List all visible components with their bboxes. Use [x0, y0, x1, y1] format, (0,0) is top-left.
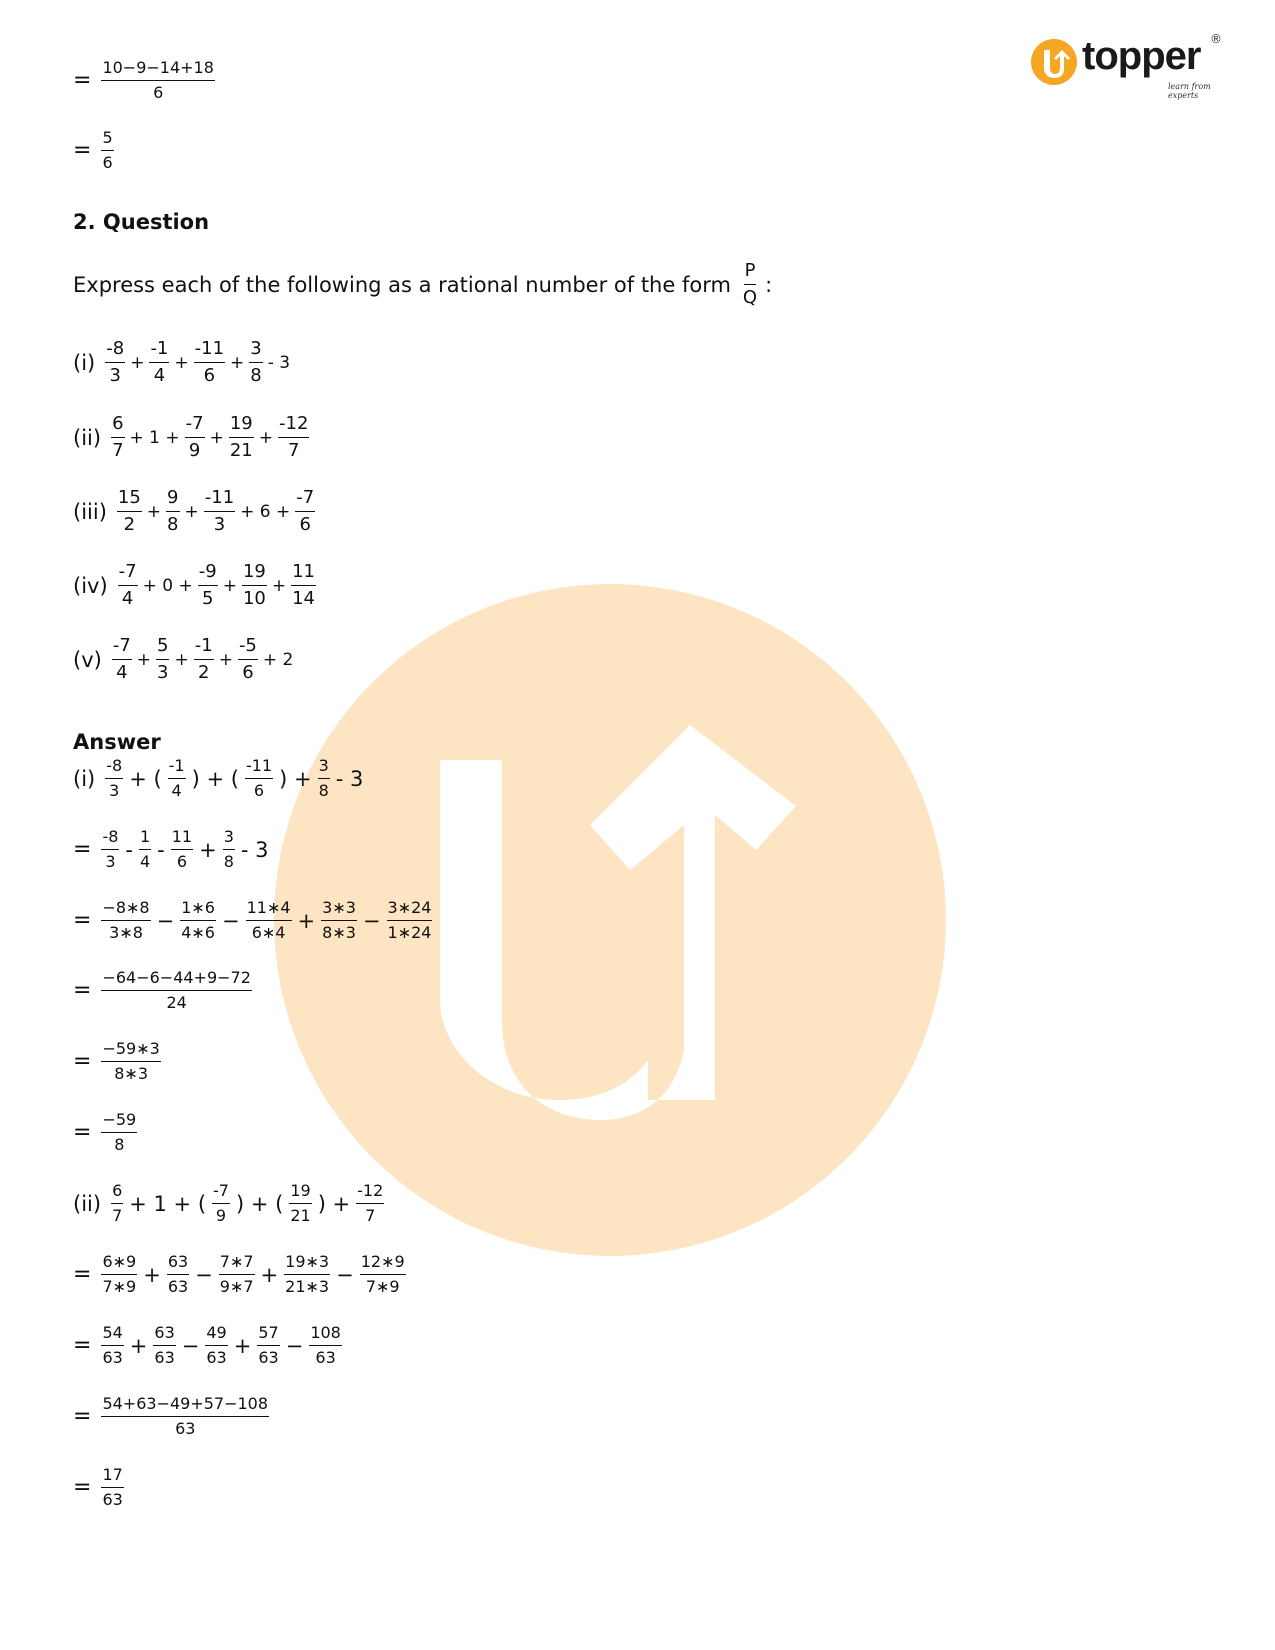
denominator: 4	[116, 661, 128, 683]
numerator: 19	[229, 415, 254, 438]
denominator: 7∗9	[102, 1276, 137, 1296]
denominator: 4	[153, 364, 166, 386]
denominator: 8	[250, 364, 262, 386]
operator: ) + (	[235, 1191, 284, 1216]
fraction	[180, 900, 216, 942]
operator: +	[136, 649, 152, 670]
fraction	[101, 1467, 123, 1509]
brand-tagline: learn from experts	[1168, 82, 1211, 100]
numerator: −59	[101, 1112, 137, 1133]
fraction	[238, 637, 258, 683]
operator: + 1 + (	[129, 1191, 207, 1216]
denominator: 7∗9	[365, 1276, 400, 1296]
equals-sign: =	[73, 1049, 92, 1075]
denominator: 8∗3	[114, 1063, 148, 1083]
numerator: 3	[249, 340, 262, 363]
denominator: 8	[223, 851, 234, 871]
part-label: (i)	[73, 350, 96, 375]
equals-sign: =	[73, 68, 92, 94]
question-part-line	[73, 340, 293, 386]
numerator: 3∗24	[387, 900, 433, 921]
question-part-line	[73, 563, 318, 609]
numerator: -7	[295, 489, 315, 512]
denominator: 7	[365, 1205, 376, 1225]
denominator: 63	[175, 1418, 196, 1438]
operator: -	[125, 837, 133, 862]
numerator: -1	[149, 340, 169, 363]
fraction	[171, 829, 193, 871]
form-numerator: P	[744, 262, 757, 285]
numerator: −59∗3	[101, 1041, 160, 1062]
fraction	[295, 489, 315, 535]
operator: +	[218, 649, 233, 670]
numerator: -8	[105, 340, 125, 363]
fraction	[219, 1254, 255, 1296]
operator: ) +	[279, 766, 312, 791]
fraction	[257, 1325, 279, 1367]
denominator: 8	[167, 513, 179, 535]
numerator: 17	[101, 1467, 123, 1488]
operator: +	[222, 575, 237, 596]
denominator: 10	[242, 587, 266, 609]
operator: - 3	[267, 352, 291, 373]
operator: + 1 +	[129, 427, 180, 448]
numerator: 3	[223, 829, 235, 850]
fraction	[242, 563, 267, 609]
denominator: 3	[213, 513, 226, 535]
fraction	[111, 415, 124, 461]
denominator: 7	[112, 439, 124, 461]
numerator: -7	[212, 1183, 230, 1204]
numerator: -12	[356, 1183, 384, 1204]
answer-title: Answer	[73, 730, 161, 754]
denominator: 6	[176, 851, 187, 871]
operator: -	[157, 837, 165, 862]
denominator: 21∗3	[285, 1276, 330, 1296]
operator: −	[336, 1262, 354, 1287]
operator: +	[174, 649, 189, 670]
form-colon: :	[765, 272, 773, 297]
fraction	[249, 340, 262, 386]
denominator: 3	[105, 851, 116, 871]
question-part-line	[73, 637, 296, 683]
answer-step-line	[73, 1254, 408, 1296]
operator: +	[209, 427, 224, 448]
denominator: 63	[167, 1276, 189, 1296]
answer-step-line	[73, 1396, 271, 1438]
denominator: 2	[123, 513, 136, 535]
numerator: 6	[111, 1183, 123, 1204]
denominator: 21	[229, 439, 253, 461]
operator: −	[195, 1262, 213, 1287]
operator: −	[181, 1333, 200, 1358]
fraction	[284, 1254, 330, 1296]
numerator: 54+63−49+57−108	[101, 1396, 269, 1417]
operator: +	[174, 352, 189, 373]
fraction	[101, 970, 251, 1012]
part-label: (i)	[73, 766, 96, 791]
answer-step-line	[73, 1467, 126, 1509]
operator: −	[362, 908, 381, 933]
operator: +	[184, 501, 199, 522]
answer-step-line	[73, 1183, 386, 1225]
fraction	[185, 415, 205, 461]
denominator: 9∗7	[219, 1276, 254, 1296]
denominator: 24	[166, 992, 187, 1012]
numerator: 1∗6	[180, 900, 216, 921]
answer-step-line	[73, 1325, 344, 1367]
equals-sign: =	[73, 138, 92, 164]
numerator: -8	[105, 758, 123, 779]
fraction	[153, 1325, 175, 1367]
numerator: 3	[318, 758, 330, 779]
numerator: 11∗4	[246, 900, 292, 921]
fraction	[318, 758, 330, 800]
denominator: 4	[171, 780, 182, 800]
part-label: (v)	[73, 647, 102, 672]
numerator: 6∗9	[101, 1254, 137, 1275]
denominator: 4∗6	[181, 922, 215, 942]
fraction	[117, 489, 142, 535]
operator: + 0 +	[142, 575, 193, 596]
fraction	[387, 900, 433, 942]
numerator: 10−9−14+18	[101, 60, 214, 81]
form-denominator: Q	[742, 286, 758, 308]
top-step-line	[73, 130, 116, 172]
answer-step-line	[73, 1112, 139, 1154]
numerator: 7∗7	[219, 1254, 255, 1275]
fraction	[105, 340, 125, 386]
fraction	[149, 340, 169, 386]
numerator: -1	[168, 758, 186, 779]
numerator: 63	[153, 1325, 175, 1346]
numerator: 1	[139, 829, 151, 850]
denominator: 5	[201, 587, 214, 609]
operator: −	[285, 1333, 304, 1358]
operator: +	[230, 352, 245, 373]
fraction	[278, 415, 309, 461]
denominator: 8	[114, 1134, 125, 1154]
denominator: 8∗3	[322, 922, 356, 942]
operator: + 2	[262, 649, 294, 670]
numerator: 9	[166, 489, 179, 512]
numerator: 19	[242, 563, 267, 586]
denominator: 14	[292, 587, 315, 609]
fraction	[156, 637, 169, 683]
fraction	[101, 60, 214, 102]
part-label: (iv)	[73, 573, 108, 598]
fraction	[166, 489, 179, 535]
question-title: 2. Question	[73, 210, 210, 234]
answer-step-line	[73, 1041, 163, 1083]
denominator: 9	[188, 439, 201, 461]
fraction	[194, 340, 225, 386]
operator: +	[297, 908, 316, 933]
numerator: 11	[291, 563, 316, 586]
numerator: -7	[118, 563, 138, 586]
operator: - 3	[240, 837, 269, 862]
answer-step-line	[73, 970, 254, 1012]
fraction	[198, 563, 218, 609]
denominator: 63	[102, 1347, 123, 1367]
equals-sign: =	[73, 978, 92, 1004]
fraction	[291, 563, 316, 609]
question-text: Express each of the following as a rational number of the form	[73, 272, 731, 297]
form-fraction	[743, 262, 757, 308]
numerator: 11	[171, 829, 193, 850]
fraction	[101, 1325, 123, 1367]
fraction	[101, 829, 119, 871]
fraction	[101, 1254, 137, 1296]
operator: - 3	[335, 766, 364, 791]
numerator: 108	[309, 1325, 342, 1346]
fraction	[105, 758, 123, 800]
equals-sign: =	[73, 1475, 92, 1501]
brand-name: topper	[1082, 34, 1201, 78]
operator: +	[199, 837, 217, 862]
denominator: 3	[157, 661, 169, 683]
denominator: 3	[109, 364, 121, 386]
fraction	[360, 1254, 406, 1296]
numerator: -12	[278, 415, 309, 438]
denominator: 6	[102, 152, 113, 172]
fraction	[112, 637, 132, 683]
operator: ) + (	[191, 766, 239, 791]
operator: +	[143, 1262, 161, 1287]
operator: −	[156, 908, 175, 933]
numerator: 5	[101, 130, 113, 151]
numerator: -7	[112, 637, 132, 660]
fraction	[168, 758, 186, 800]
numerator: -1	[194, 637, 214, 660]
operator: +	[146, 501, 162, 522]
denominator: 9	[215, 1205, 227, 1225]
numerator: 63	[167, 1254, 189, 1275]
denominator: 4	[139, 851, 151, 871]
denominator: 63	[154, 1347, 175, 1367]
fraction	[205, 1325, 227, 1367]
fraction	[101, 1396, 269, 1438]
fraction	[101, 1112, 137, 1154]
numerator: 5	[156, 637, 169, 660]
numerator: 19	[289, 1183, 311, 1204]
operator: + 6 +	[240, 501, 291, 522]
numerator: -8	[101, 829, 119, 850]
numerator: −8∗8	[101, 900, 150, 921]
part-label: (iii)	[73, 499, 107, 524]
denominator: 63	[206, 1347, 227, 1367]
brand-logo	[1030, 32, 1230, 100]
operator: −	[221, 908, 240, 933]
fraction	[245, 758, 273, 800]
operator: + (	[129, 766, 162, 791]
fraction	[111, 1183, 123, 1225]
numerator: −64−6−44+9−72	[101, 970, 251, 991]
fraction	[229, 415, 254, 461]
question-text-line	[73, 262, 772, 308]
denominator: 7	[112, 1205, 123, 1225]
numerator: 6	[111, 415, 124, 438]
operator: ) +	[317, 1191, 351, 1216]
equals-sign: =	[73, 1404, 92, 1430]
denominator: 2	[197, 661, 210, 683]
denominator: 3∗8	[109, 922, 143, 942]
answer-step-line	[73, 900, 434, 942]
equals-sign: =	[73, 1333, 92, 1359]
equals-sign: =	[73, 837, 92, 863]
numerator: 12∗9	[360, 1254, 406, 1275]
numerator: -9	[198, 563, 218, 586]
fraction	[212, 1183, 230, 1225]
answer-step-line	[73, 758, 367, 800]
denominator: 6	[242, 661, 254, 683]
fraction	[167, 1254, 189, 1296]
fraction	[204, 489, 235, 535]
operator: +	[129, 1333, 148, 1358]
fraction	[118, 563, 138, 609]
denominator: 63	[258, 1347, 279, 1367]
brand-circle-icon	[1030, 38, 1078, 86]
part-label: (ii)	[73, 425, 102, 450]
equals-sign: =	[73, 1262, 92, 1288]
denominator: 6	[299, 513, 311, 535]
equals-sign: =	[73, 1120, 92, 1146]
answer-step-line	[73, 829, 273, 871]
fraction	[101, 1041, 160, 1083]
denominator: 21	[290, 1205, 311, 1225]
fraction	[101, 900, 150, 942]
numerator: 19∗3	[284, 1254, 330, 1275]
part-label: (ii)	[73, 1191, 102, 1216]
denominator: 4	[121, 587, 134, 609]
question-part-line	[73, 415, 311, 461]
fraction	[101, 130, 113, 172]
denominator: 1∗24	[387, 922, 432, 942]
denominator: 63	[102, 1489, 123, 1509]
numerator: 15	[117, 489, 142, 512]
operator: +	[258, 427, 273, 448]
denominator: 3	[109, 780, 120, 800]
numerator: 49	[205, 1325, 227, 1346]
numerator: -5	[238, 637, 258, 660]
operator: +	[130, 352, 145, 373]
equals-sign: =	[73, 908, 92, 934]
operator: +	[233, 1333, 252, 1358]
numerator: -11	[245, 758, 273, 779]
fraction	[223, 829, 235, 871]
fraction	[246, 900, 292, 942]
operator: +	[271, 575, 287, 596]
numerator: 57	[257, 1325, 279, 1346]
brand-registered: ®	[1210, 32, 1222, 46]
numerator: 54	[101, 1325, 123, 1346]
denominator: 6	[153, 82, 164, 102]
denominator: 63	[315, 1347, 336, 1367]
numerator: -11	[194, 340, 225, 363]
denominator: 6	[253, 780, 265, 800]
fraction	[289, 1183, 311, 1225]
denominator: 6∗4	[251, 922, 286, 942]
fraction	[356, 1183, 384, 1225]
fraction	[194, 637, 214, 683]
denominator: 6	[203, 364, 216, 386]
denominator: 8	[318, 780, 329, 800]
fraction	[321, 900, 357, 942]
numerator: -11	[204, 489, 235, 512]
top-step-line	[73, 60, 217, 102]
question-part-line	[73, 489, 317, 535]
operator: +	[260, 1262, 279, 1287]
fraction	[139, 829, 151, 871]
numerator: 3∗3	[321, 900, 357, 921]
denominator: 7	[287, 439, 300, 461]
fraction	[309, 1325, 342, 1367]
numerator: -7	[185, 415, 205, 438]
